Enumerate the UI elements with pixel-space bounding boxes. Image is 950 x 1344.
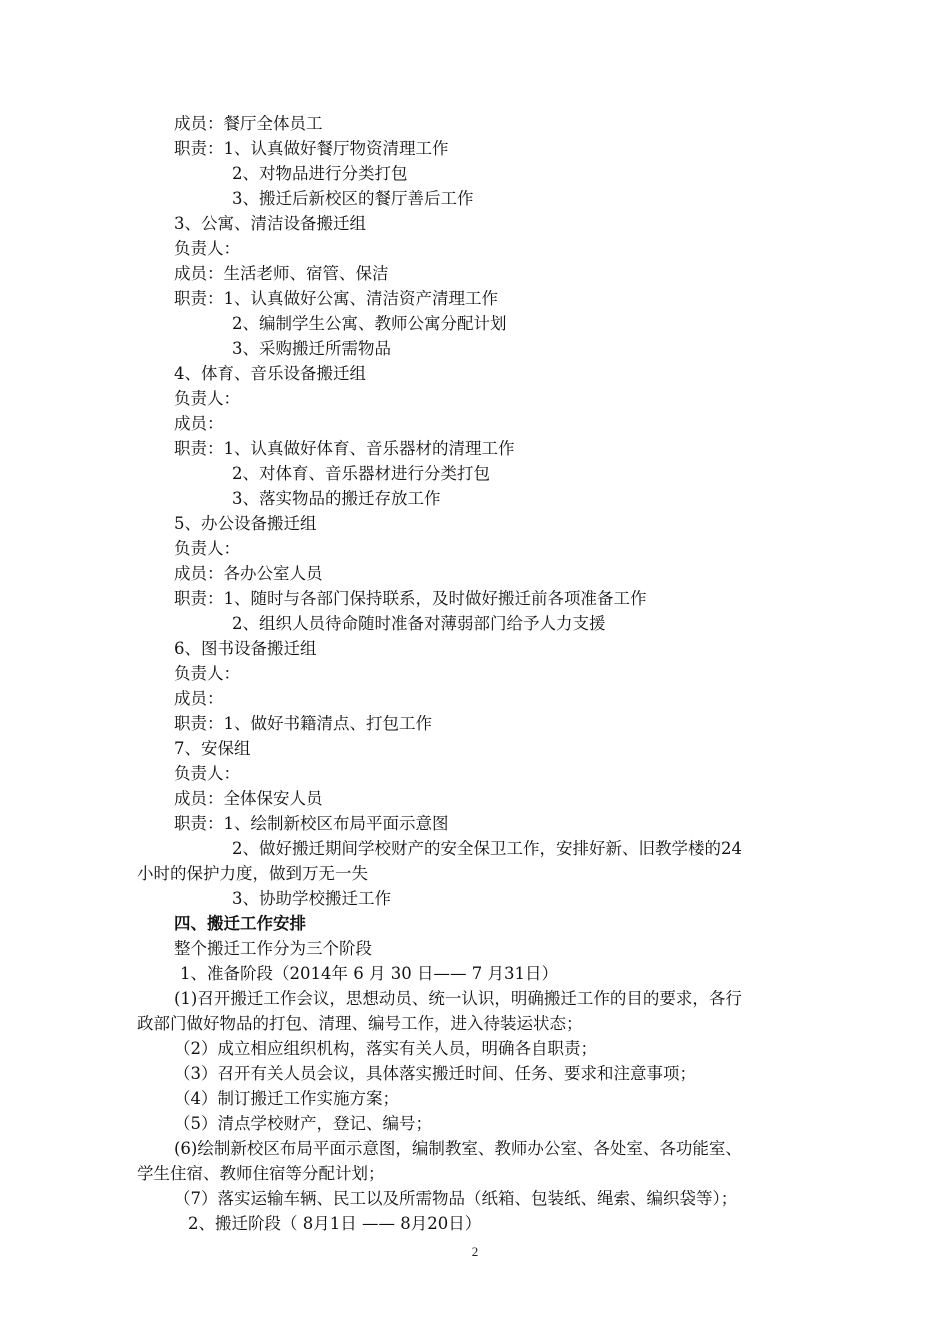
text-line: （4）制订搬迁工作实施方案； xyxy=(174,1089,399,1108)
text-line: 成员： xyxy=(174,689,224,708)
text-line: 职责：1、绘制新校区布局平面示意图 xyxy=(174,814,449,833)
text-line: 负责人： xyxy=(174,389,240,408)
text-line: 小时的保护力度，做到万无一失 xyxy=(137,864,368,883)
text-line: 政部门做好物品的打包、清理、编号工作，进入待装运状态； xyxy=(137,1014,583,1033)
text-line: 6、图书设备搬迁组 xyxy=(174,639,317,658)
text-line: 成员：生活老师、宿管、保洁 xyxy=(174,264,389,283)
text-line: 3、搬迁后新校区的餐厅善后工作 xyxy=(232,189,474,208)
text-line: 成员：各办公室人员 xyxy=(174,564,323,583)
text-line: 2、编制学生公寓、教师公寓分配计划 xyxy=(232,314,507,333)
text-line: 2、组织人员待命随时准备对薄弱部门给予人力支援 xyxy=(232,614,606,633)
text-line: （5）清点学校财产，登记、编号； xyxy=(174,1114,432,1133)
text-line: (6)绘制新校区布局平面示意图，编制教室、教师办公室、各处室、各功能室、 xyxy=(174,1139,742,1158)
text-line: 负责人： xyxy=(174,764,240,783)
text-line: 成员： xyxy=(174,414,224,433)
text-line: 负责人： xyxy=(174,664,240,683)
text-line: (1)召开搬迁工作会议，思想动员、统一认识，明确搬迁工作的目的要求，各行 xyxy=(174,989,742,1008)
text-line: 2、对物品进行分类打包 xyxy=(232,164,408,183)
text-line: 3、落实物品的搬迁存放工作 xyxy=(232,489,441,508)
text-line: 职责：1、认真做好公寓、清洁资产清理工作 xyxy=(174,289,498,308)
text-line: 5、办公设备搬迁组 xyxy=(174,514,317,533)
text-line: 7、安保组 xyxy=(174,739,251,758)
text-line: 学生住宿、教师住宿等分配计划； xyxy=(137,1164,385,1183)
text-line: （3）召开有关人员会议，具体落实搬迁时间、任务、要求和注意事项； xyxy=(174,1064,696,1083)
text-line: 2、对体育、音乐器材进行分类打包 xyxy=(232,464,490,483)
text-line: 职责：1、做好书籍清点、打包工作 xyxy=(174,714,432,733)
text-line: 负责人： xyxy=(174,239,240,258)
text-line: 整个搬迁工作分为三个阶段 xyxy=(174,939,372,958)
text-line: 3、公寓、清洁设备搬迁组 xyxy=(174,214,366,233)
text-line: 1、准备阶段（2014年 6 月 30 日—— 7 月31日） xyxy=(180,964,558,983)
text-line: （7）落实运输车辆、民工以及所需物品（纸箱、包装纸、绳索、编织袋等）； xyxy=(174,1189,738,1208)
text-line: 职责：1、随时与各部门保持联系，及时做好搬迁前各项准备工作 xyxy=(174,589,647,608)
text-line: 成员：餐厅全体员工 xyxy=(174,114,323,133)
text-line: 职责：1、认真做好餐厅物资清理工作 xyxy=(174,139,449,158)
text-line: 成员：全体保安人员 xyxy=(174,789,323,808)
text-line: （2）成立相应组织机构，落实有关人员，明确各自职责； xyxy=(174,1039,597,1058)
text-line: 2、搬迁阶段（ 8月1日 —— 8月20日） xyxy=(188,1214,482,1233)
section-heading: 四、搬迁工作安排 xyxy=(174,914,306,933)
text-line: 职责：1、认真做好体育、音乐器材的清理工作 xyxy=(174,439,515,458)
text-line: 2、做好搬迁期间学校财产的安全保卫工作，安排好新、旧教学楼的24 xyxy=(232,839,742,858)
text-line: 负责人： xyxy=(174,539,240,558)
text-line: 3、协助学校搬迁工作 xyxy=(232,889,391,908)
text-line: 4、体育、音乐设备搬迁组 xyxy=(174,364,366,383)
page-number: 2 xyxy=(471,1244,479,1259)
text-line: 3、采购搬迁所需物品 xyxy=(232,339,391,358)
